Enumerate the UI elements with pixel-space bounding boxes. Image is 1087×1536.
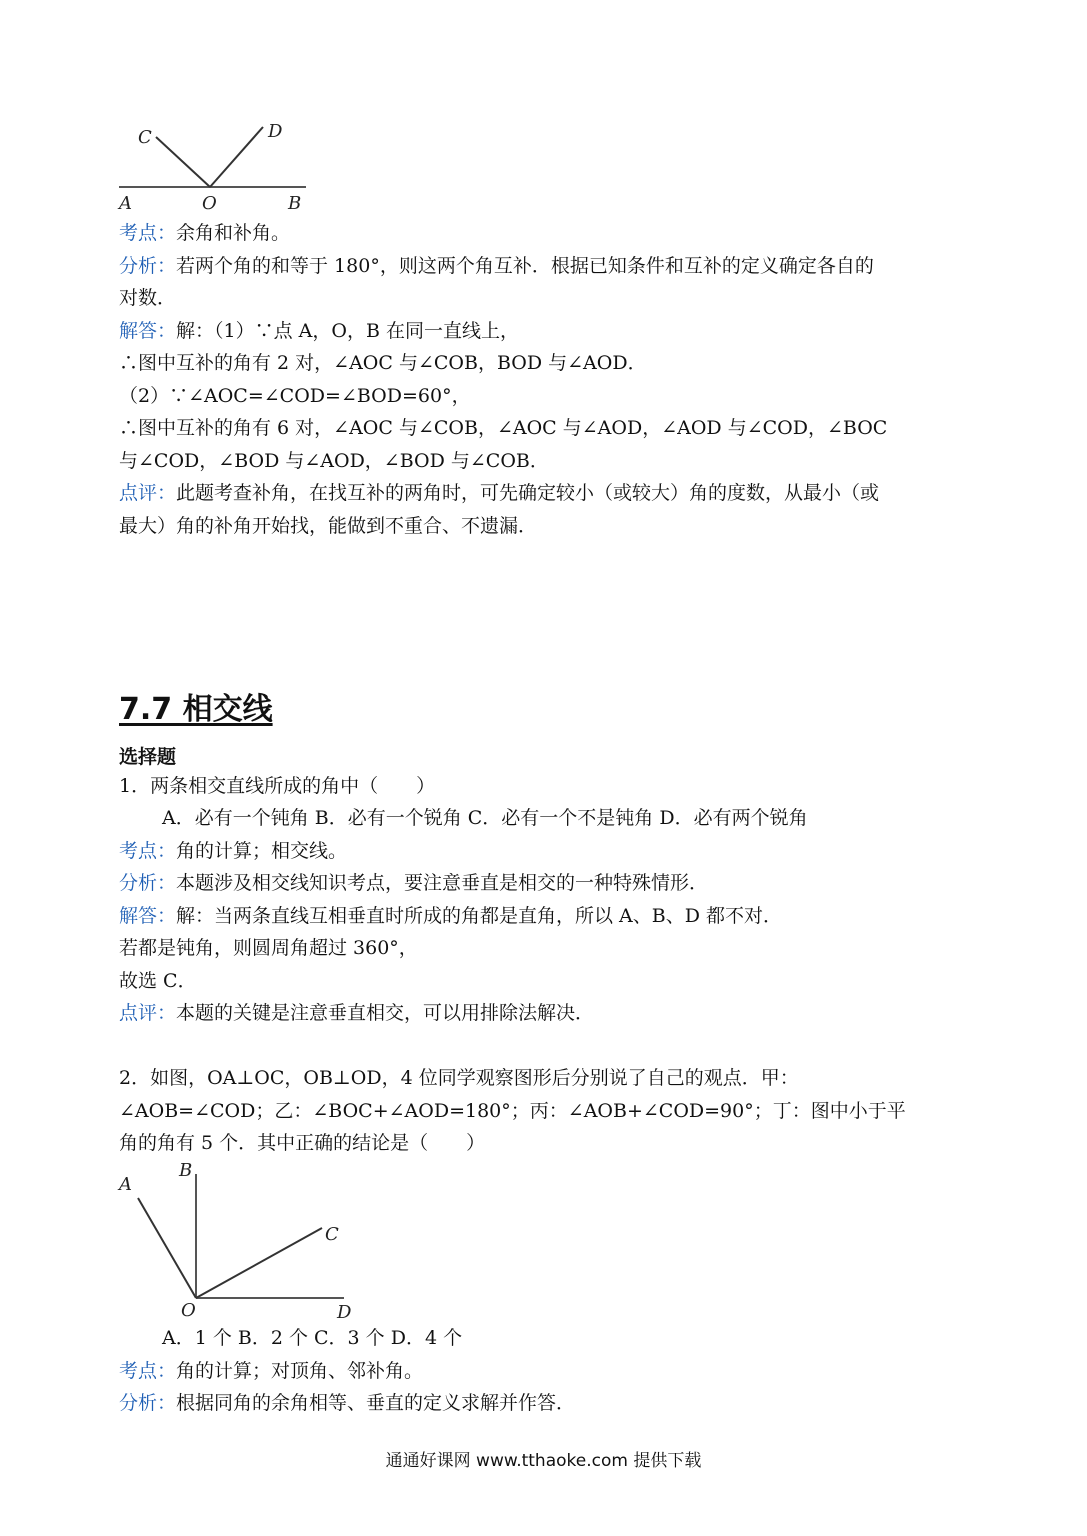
fenxi-tag: 分析： [119, 1392, 177, 1414]
label-d: D [337, 1302, 352, 1323]
dianping-tag: 点评： [119, 482, 177, 504]
block1-jieda-5: 与∠COD，∠BOD 与∠AOD，∠BOD 与∠COB． [119, 450, 549, 472]
q2-stem-3: 角的角有 5 个．其中正确的结论是（ ） [119, 1132, 486, 1154]
figure-angles-aobcd [112, 1160, 372, 1325]
block1-kaodian [119, 221, 290, 245]
label-o: O [202, 193, 217, 214]
kaodian-tag: 考点： [119, 1360, 177, 1382]
dianping-tag: 点评： [119, 1002, 177, 1024]
q2-stem-2: ∠AOB=∠COD；乙：∠BOC+∠AOD=180°；丙：∠AOB+∠COD=90°；丁：图中小于平 [119, 1100, 906, 1122]
kaodian-tag: 考点： [119, 222, 177, 244]
label-b: B [288, 193, 302, 214]
q2-options: A．1 个 B．2 个 C．3 个 D．4 个 [162, 1327, 463, 1349]
dianping-text: 此题考查补角，在找互补的两角时，可先确定较小（或较大）角的度数，从最小（或 [176, 482, 880, 504]
q1-dianping [119, 1001, 594, 1025]
block1-jieda-3: （2）∵∠AOC=∠COD=∠BOD=60°， [119, 385, 471, 407]
block1-dianping [119, 481, 879, 505]
block1-jieda-4: ∴图中互补的角有 6 对，∠AOC 与∠COB，∠AOC 与∠AOD，∠AOD 与∠COD，∠BOC [119, 417, 888, 439]
block1-fenxi [119, 254, 874, 278]
fenxi-text: 本题涉及相交线知识考点，要注意垂直是相交的一种特殊情形． [176, 872, 709, 894]
fenxi-text: 若两个角的和等于 180°，则这两个角互补．根据已知条件和互补的定义确定各自的 [176, 255, 874, 277]
jieda-text: 解：（1）∵点 A，O，B 在同一直线上， [176, 320, 519, 342]
label-a: A [119, 1174, 132, 1195]
kaodian-text: 余角和补角。 [176, 222, 291, 244]
q1-jieda [119, 904, 782, 928]
label-b: B [179, 1160, 193, 1181]
q1-fenxi [119, 871, 708, 895]
q2-stem-1: 2．如图，OA⊥OC，OB⊥OD，4 位同学观察图形后分别说了自己的观点．甲： [119, 1067, 799, 1089]
q1-stem: 1．两条相交直线所成的角中（ ） [119, 775, 436, 797]
block1-jieda-2: ∴图中互补的角有 2 对，∠AOC 与∠COB，BOD 与∠AOD． [119, 352, 647, 374]
section-title: 7.7 相交线 [119, 692, 273, 727]
jieda-tag: 解答： [119, 320, 177, 342]
q1-jieda-3: 故选 C． [119, 970, 197, 992]
kaodian-text: 角的计算；对顶角、邻补角。 [176, 1360, 424, 1382]
q1-kaodian [119, 839, 347, 863]
page-footer: 通通好课网 www.tthaoke.com 提供下载 [385, 1451, 702, 1471]
dianping-text: 本题的关键是注意垂直相交，可以用排除法解决． [176, 1002, 595, 1024]
q1-options: A．必有一个钝角 B．必有一个锐角 C．必有一个不是钝角 D．必有两个锐角 [162, 807, 808, 829]
q2-fenxi [119, 1391, 575, 1415]
label-a: A [119, 193, 132, 214]
label-c: C [138, 127, 152, 148]
label-o: O [181, 1300, 196, 1321]
fenxi-tag: 分析： [119, 255, 177, 277]
block1-dianping-cont: 最大）角的补角开始找，能做到不重合、不遗漏． [119, 515, 538, 537]
q1-jieda-2: 若都是钝角，则圆周角超过 360°， [119, 937, 418, 959]
label-c: C [325, 1224, 339, 1245]
q2-kaodian [119, 1359, 423, 1383]
kaodian-text: 角的计算；相交线。 [176, 840, 348, 862]
jieda-tag: 解答： [119, 905, 177, 927]
figure-angles-aob [110, 115, 320, 215]
label-d: D [268, 121, 283, 142]
fenxi-text: 根据同角的余角相等、垂直的定义求解并作答． [176, 1392, 576, 1414]
block1-fenxi-cont: 对数． [119, 287, 177, 309]
block1-jieda [119, 319, 519, 343]
section-subtitle: 选择题 [119, 746, 177, 768]
kaodian-tag: 考点： [119, 840, 177, 862]
fenxi-tag: 分析： [119, 872, 177, 894]
jieda-text: 解：当两条直线互相垂直时所成的角都是直角，所以 A、B、D 都不对． [176, 905, 783, 927]
